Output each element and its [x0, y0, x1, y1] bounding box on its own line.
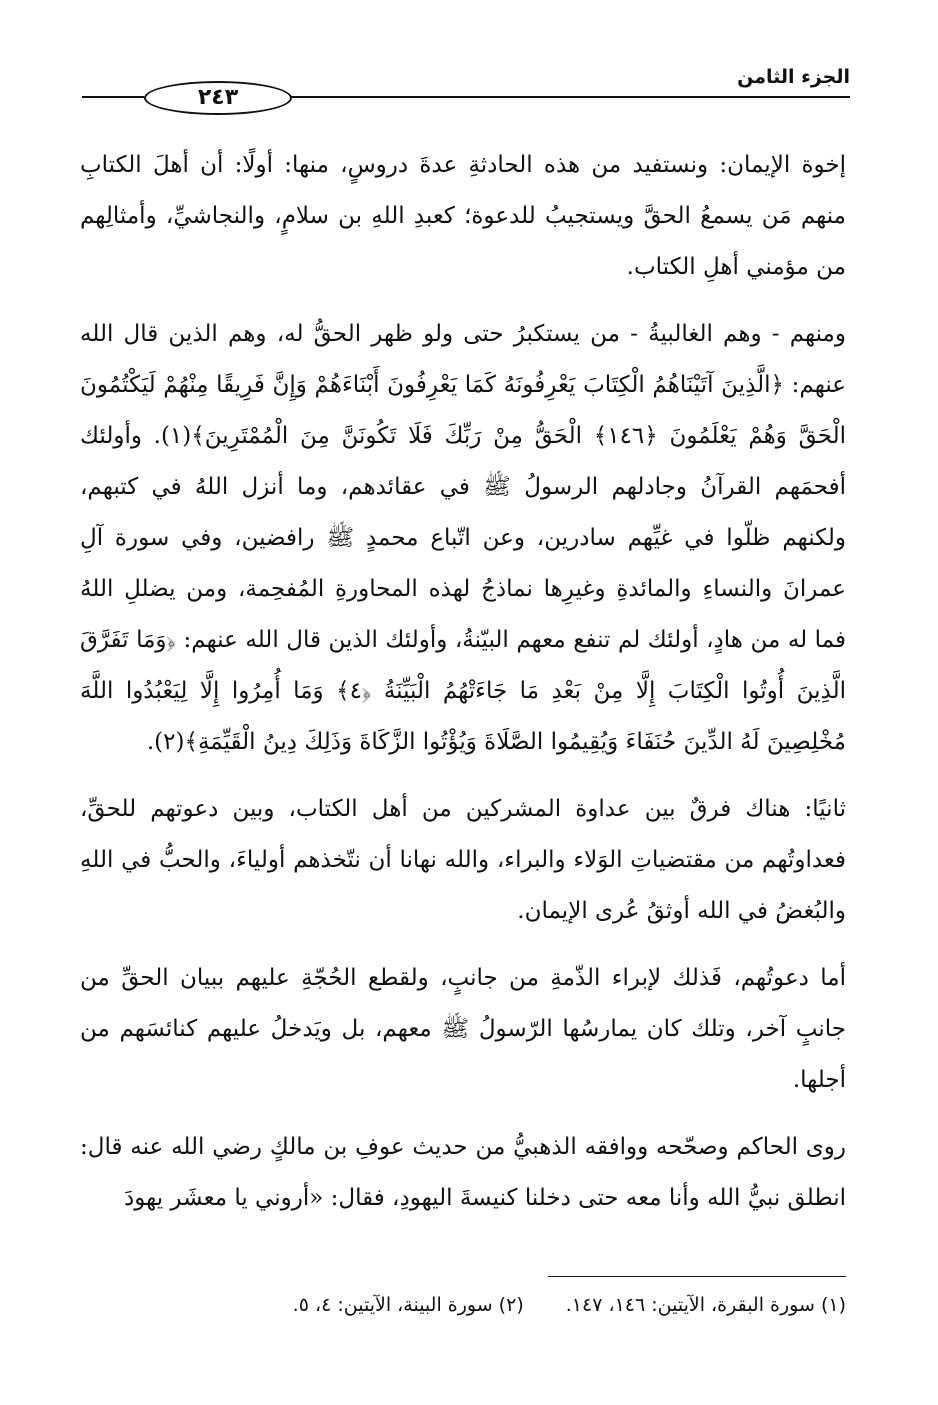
page-number: ٢٤٣: [144, 81, 292, 115]
running-title: الجزء الثامن: [737, 66, 850, 88]
footnote-1: (١) سورة البقرة، الآيتين: ١٤٦، ١٤٧.: [565, 1294, 846, 1316]
page-body: [80, 140, 846, 1240]
page-header: [82, 62, 850, 122]
header-rule-right: [290, 96, 850, 98]
header-rule-left: [82, 96, 144, 98]
paragraph-1: إخوة الإيمان: ونستفيد من هذه الحادثةِ عدةَ دروسٍ، منها: أولًا: أن أهلَ الكتابِ منهم مَن يسمعُ الحقَّ ويستجيبُ للدعوة؛ كعبدِ اللهِ بن سلامٍ، والنجاشيِّ، وأمثالِهم من مؤمني أهلِ الكتاب.: [80, 152, 846, 280]
footnote-2: (٢) سورة البينة، الآيتين: ٤، ٥.: [292, 1294, 524, 1316]
paragraph-2: ومنهم - وهم الغالبيةُ - من يستكبرُ حتى ولو ظهر الحقُّ له، وهم الذين قال الله عنهم: ﴿الَّذِينَ آتَيْنَاهُمُ الْكِتَابَ يَعْرِفُونَهُ كَمَا يَعْرِفُونَ أَبْنَاءَهُمْ وَإِنَّ فَرِيقًا مِنْهُمْ لَيَكْتُمُونَ الْحَقَّ وَهُمْ يَعْلَمُونَ ﴿١٤٦﴾ الْحَقُّ مِنْ رَبِّكَ فَلَا تَكُونَنَّ مِنَ الْمُمْتَرِينَ﴾(١). وأولئك أفحمَهم القرآنُ وجادلهم الرسولُ ﷺ في عقائدهم، وما أنزل اللهُ في كتبهم، ولكنهم ظلّوا في غيِّهم سادرين، وعن اتّباع محمدٍ ﷺ رافضين، وفي سورة آلِ عمرانَ والنساءِ والمائدةِ وغيرِها نماذجُ لهذه المحاورةِ المُفحِمة، ومن يضللِ اللهُ فما له من هادٍ، أولئك لم تنفع معهم البيّنةُ، وأولئك الذين قال الله عنهم: ﴿وَمَا تَفَرَّقَ الَّذِينَ أُوتُوا الْكِتَابَ إِلَّا مِنْ بَعْدِ مَا جَاءَتْهُمُ الْبَيِّنَةُ ﴿٤﴾ وَمَا أُمِرُوا إِلَّا لِيَعْبُدُوا اللَّهَ مُخْلِصِينَ لَهُ الدِّينَ حُنَفَاءَ وَيُقِيمُوا الصَّلَاةَ وَيُؤْتُوا الزَّكَاةَ وَذَلِكَ دِينُ الْقَيِّمَةِ﴾(٢).: [80, 321, 846, 755]
paragraph-3: ثانيًا: هناك فرقٌ بين عداوة المشركين من أهل الكتاب، وبين دعوتهم للحقِّ، فعداوتُهم من مقتضياتِ الوَلاء والبراء، والله نهانا أن نتّخذهم أولياءَ، والحبُّ في اللهِ والبُغضُ في الله أوثقُ عُرى الإيمان.: [80, 796, 846, 924]
paragraph-4: أما دعوتُهم، فَذلك لإبراء الذّمةِ من جانبٍ، ولقطع الحُجّةِ عليهم ببيان الحقِّ من جانبٍ آخر، وتلك كان يمارسُها الرّسولُ ﷺ معهم، بل ويَدخلُ عليهم كنائسَهم من أجلها.: [80, 965, 846, 1093]
paragraph-5: روى الحاكم وصحّحه ووافقه الذهبيُّ من حديث عوفِ بن مالكٍ رضي الله عنه قال: انطلق نبيُّ الله وأنا معه حتى دخلنا كنيسةَ اليهودِ، فقال: «أروني يا معشَر يهودَ: [80, 1134, 846, 1211]
footnote-separator: [548, 1276, 846, 1277]
footnotes: [251, 1294, 846, 1316]
